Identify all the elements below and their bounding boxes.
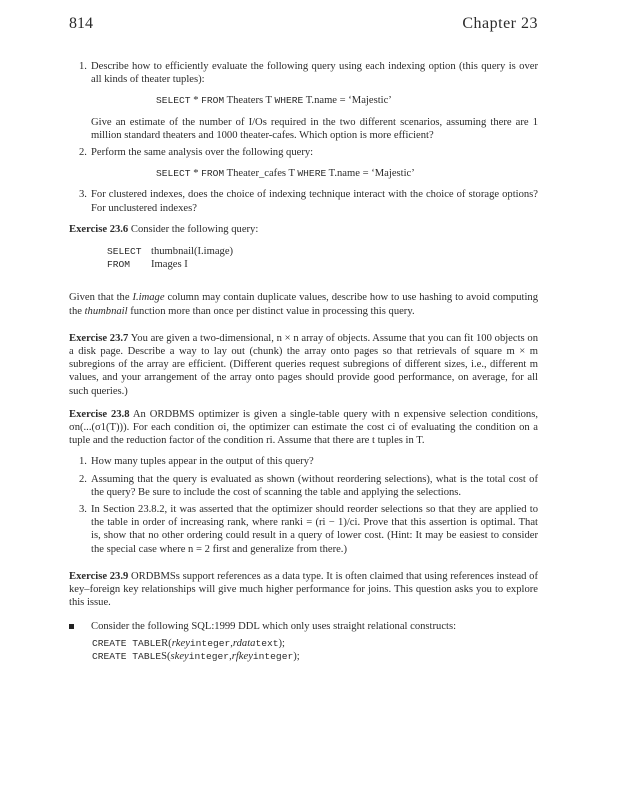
list-item: 3. For clustered indexes, does the choice of indexing technique interact with the choice of storage options? For unclustered indexes?: [79, 189, 538, 214]
list-item: 3. In Section 23.8.2, it was asserted that the optimizer should reorder selections so that they are applied to the table in order of increasing rank, where ranki = (ri − 1)/ci. Prove that this assertion is optimal. That is, show that no other ordering could result in a query of lower cost. (Hint: It may be easiest to consider the special case where n = 2 first and generalize from there.): [79, 504, 538, 555]
list-item: 2. Assuming that the query is evaluated as shown (without reordering selections), what is the total cost of the query? Be sure to include the cost of scanning the table and applying the selections.: [79, 473, 538, 498]
exercise-23-7: Exercise 23.7 You are given a two-dimensional, n × n array of objects. Assume that you can fit 100 objects on a disk page. Describe a way to lay out (chunk) the array onto pages so that retrievals of square m × m subregions of the array are efficient. (Different queries request subregions of different sizes, i.e., different m values, and your arrangement of the array onto pages should provide good performance, on average, for all such queries.): [69, 332, 538, 397]
list-item: 2. Perform the same analysis over the following query: SELECT * FROM Theater_cafes T WHERE T.name = ‘Majestic’: [69, 146, 538, 180]
exercise-23-9: Exercise 23.9 ORDBMSs support references as a data type. It is often claimed that using references instead of key–foreign key relationships will give much higher performance for joins. This question asks you to explore this issue.: [69, 570, 539, 609]
chapter-title: Chapter 23: [462, 15, 538, 32]
page-number: 814: [69, 15, 93, 32]
page-body: [69, 60, 538, 667]
exercise-23-6-text: Given that the I.image column may contain duplicate values, describe how to use hashing to avoid computing the thumbnail function more than once per distinct value in processing this query.: [69, 292, 539, 317]
ddl-code: CREATE TABLE R( rkey integer , rdata text ); CREATE TABLE S( skey integer , rfkey integer );: [92, 637, 300, 662]
exercise-23-8: Exercise 23.8 An ORDBMS optimizer is given a single-table query with n expensive selection conditions, σn(...(σ1(T))). For each condition σi, the optimizer can estimate the cost ci of evaluating the condition on a tuple and the reduction factor of the condition ri. Assume that there are t tuples in T.: [69, 408, 538, 447]
list-item: 1. Describe how to efficiently evaluate the following query using each indexing option (this query is over all kinds of theater tuples): SELECT * FROM Theaters T WHERE T.name = ‘Majestic’ Give an estimate of the number of I/Os required in the two different scenarios, assuming there are 1 million standard theaters and 1000 theater-cafes. Which option is more efficient?: [79, 61, 538, 141]
query-code: SELECT * FROM Theaters T WHERE T.name = ‘Majestic’: [156, 95, 392, 107]
list-item: 1. How many tuples appear in the output of this query?: [79, 456, 314, 468]
list-item: Consider the following SQL:1999 DDL which only uses straight relational constructs:: [69, 620, 538, 633]
bullet-icon: [69, 624, 74, 629]
query-code: SELECT thumbnail(I.image) FROM Images I: [107, 246, 234, 271]
exercise-23-6: Exercise 23.6 Consider the following query:: [69, 223, 259, 235]
query-code: SELECT * FROM Theater_cafes T WHERE T.name = ‘Majestic’: [156, 168, 415, 180]
